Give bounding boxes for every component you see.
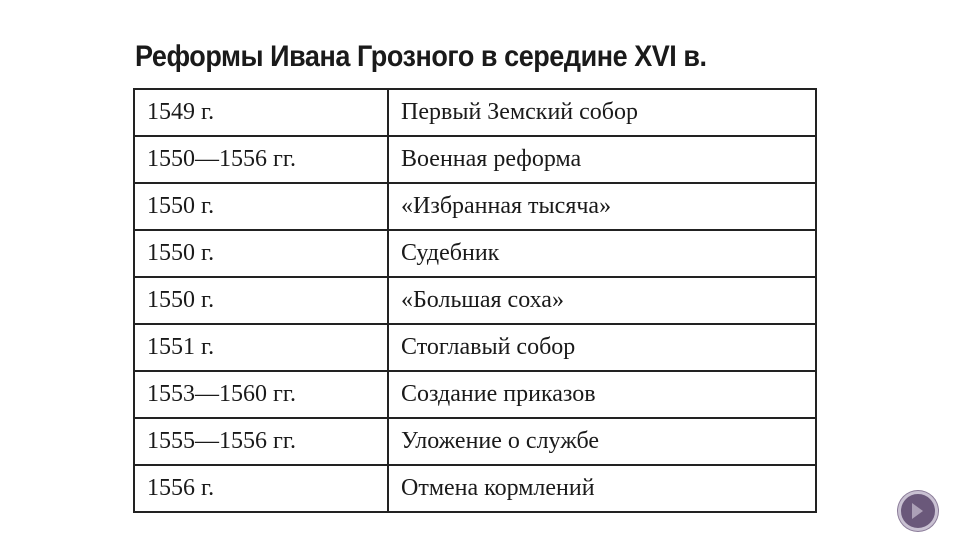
event-cell: «Избранная тысяча» (388, 183, 816, 230)
event-cell: Отмена кормлений (388, 465, 816, 512)
table-row (134, 230, 816, 277)
event-cell: Первый Земский собор (388, 89, 816, 136)
date-cell: 1556 г. (134, 465, 388, 512)
page-title: Реформы Ивана Грозного в середине XVI в. (135, 40, 707, 73)
table-row (134, 136, 816, 183)
event-cell: Создание приказов (388, 371, 816, 418)
event-cell: Стоглавый собор (388, 324, 816, 371)
date-cell: 1555—1556 гг. (134, 418, 388, 465)
next-slide-button[interactable] (898, 491, 938, 531)
reforms-table-container (133, 88, 817, 513)
event-cell: «Большая соха» (388, 277, 816, 324)
table-row (134, 277, 816, 324)
date-cell: 1549 г. (134, 89, 388, 136)
date-cell: 1553—1560 гг. (134, 371, 388, 418)
date-cell: 1550—1556 гг. (134, 136, 388, 183)
date-cell: 1551 г. (134, 324, 388, 371)
reforms-table (133, 88, 817, 513)
table-row (134, 418, 816, 465)
event-cell: Уложение о службе (388, 418, 816, 465)
event-cell: Судебник (388, 230, 816, 277)
date-cell: 1550 г. (134, 277, 388, 324)
table-row (134, 371, 816, 418)
table-row (134, 183, 816, 230)
event-cell: Военная реформа (388, 136, 816, 183)
table-row (134, 89, 816, 136)
table-row (134, 465, 816, 512)
table-row (134, 324, 816, 371)
date-cell: 1550 г. (134, 183, 388, 230)
next-slide-icon (912, 503, 923, 519)
date-cell: 1550 г. (134, 230, 388, 277)
